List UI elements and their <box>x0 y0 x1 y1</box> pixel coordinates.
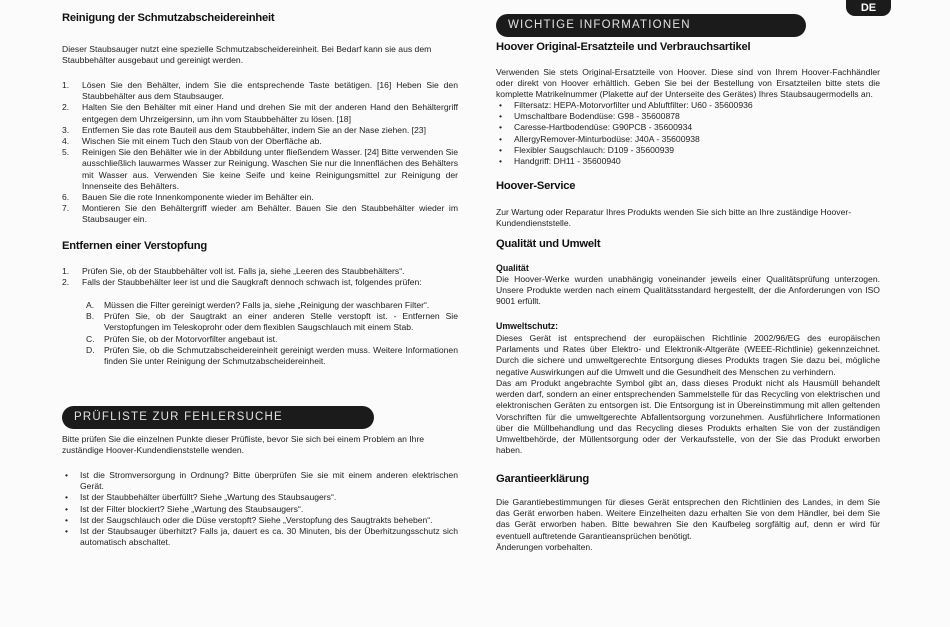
blockage-substep-text: Müssen die Filter gereinigt werden? Falls ja, siehe „Reinigung der waschbaren Filter“. <box>104 300 430 310</box>
part-item: • Handgriff: DH11 - 35600940 <box>496 156 880 167</box>
environment-label: Umweltschutz: <box>496 321 559 331</box>
blockage-step-text: Prüfen Sie, ob der Staubbehälter voll ist. Falls ja, siehe „Leeren des Staubbehälters“. <box>82 266 405 276</box>
quality-title: Qualität und Umwelt <box>496 238 601 250</box>
blockage-step-number: 1. <box>62 266 70 276</box>
cleaning-step <box>62 203 458 225</box>
blockage-substep-number: A. <box>86 300 95 310</box>
cleaning-step-number: 6. <box>62 192 70 203</box>
cleaning-step <box>62 192 458 203</box>
warranty-note: Änderungen vorbehalten. <box>496 542 593 552</box>
blockage-substep <box>62 300 458 311</box>
language-badge: DE <box>846 0 891 16</box>
service-title: Hoover-Service <box>496 180 576 192</box>
blockage-step <box>62 277 458 288</box>
cleaning-intro: Dieser Staubsauger nutzt eine spezielle Schmutzabscheidereinheit. Bei Bedarf kann sie aus dem Staubbehälter ausgebaut und gereinigt werden. <box>62 44 432 66</box>
info-banner: WICHTIGE INFORMATIONEN <box>496 14 806 37</box>
cleaning-step-number: 7. <box>62 203 70 214</box>
part-item: • Filtersatz: HEPA-Motorvorfilter und Abluftfilter: U60 - 35600936 <box>496 100 880 111</box>
checklist-item: • Ist der Filter blockiert? Siehe „Wartung des Staubsaugers“. <box>62 504 458 515</box>
cleaning-step-text: Reinigen Sie den Behälter wie in der Abbildung unter fließendem Wasser. [24] Bitte verwenden Sie ausschließlich lauwarmes Wasser zur Reinigung. Waschen Sie nur die Innenflächen des Behälters mit Wasser aus. Verwenden Sie keine Seife und keine Reinigungsmittel zur Reinigung der Innenseite des Behälters. <box>82 147 458 191</box>
blockage-substep-number: D. <box>86 344 95 355</box>
cleaning-step <box>62 136 458 147</box>
blockage-substep <box>62 345 458 367</box>
warranty-title: Garantieerklärung <box>496 473 589 485</box>
blockage-step-text: Falls der Staubbehälter leer ist und die Saugkraft dennoch schwach ist, folgendes prüfen: <box>82 277 422 288</box>
cleaning-step-number: 1. <box>62 80 70 90</box>
environment-text-2: Das am Produkt angebrachte Symbol gibt an, dass dieses Produkt nicht als Hausmüll behandelt werden darf, sondern an einer entsprechenden Sammelstelle für das Recycling von elektrischen und elektronischen Geräten zu entsorgen ist. Die Entsorgung ist in Übereinstimmung mit allen geltenden Vorschriften für die umweltgerechte Abfallentsorgung vorzunehmen. Ausführlichere Informationen über die Müllbehandlung und das Recycling dieses Produkts erhalten Sie von der zuständigen Umweltbehörde, der Müllentsorgung oder der Verkaufsstelle, von der Sie das Produkt erworben haben. <box>496 378 880 456</box>
environment-text: Dieses Gerät ist entsprechend der europäischen Richtlinie 2002/96/EG des europäischen Parlaments und Rates über Elektro- und Elektronik-Altgeräte (WEEE-Richtlinie) gekennzeichnet. Durch die sichere und umweltgerechte Entsorgung dieses Produkts tragen Sie dazu bei, mögliche negative Auswirkungen auf die Umwelt und die Gesundheit des Menschen zu verhindern. <box>496 333 880 377</box>
service-text: Zur Wartung oder Reparatur Ihres Produkts wenden Sie sich bitte an Ihre zuständige Hoover-Kundendienststelle. <box>496 207 852 229</box>
blockage-substep <box>62 334 458 345</box>
blockage-title: Entfernen einer Verstopfung <box>62 240 208 252</box>
parts-list <box>496 100 880 167</box>
blockage-substep-text: Prüfen Sie, ob der Motorvorfilter angebaut ist. <box>104 333 278 344</box>
blockage-substeps <box>62 300 458 367</box>
checklist-items <box>62 470 458 548</box>
cleaning-step <box>62 80 458 102</box>
checklist-item: • Ist der Staubsauger überhitzt? Falls ja, dauert es ca. 30 Minuten, bis der Überhitzungsschutz sich automatisch abschaltet. <box>62 526 458 548</box>
checklist-item: • Ist die Stromversorgung in Ordnung? Bitte überprüfen Sie sie mit einem anderen elektrischen Gerät. <box>62 470 458 492</box>
blockage-substep-text: Prüfen Sie, ob der Saugtrakt an einer anderen Stelle verstopft ist. - Entfernen Sie Verstopfungen im Teleskoprohr oder dem flexiblen Saugschlauch mit einem Stab. <box>104 311 458 333</box>
cleaning-step-number: 2. <box>62 102 70 113</box>
cleaning-step-text: Wischen Sie mit einem Tuch den Staub von der Oberfläche ab. <box>82 136 322 147</box>
cleaning-step-text: Lösen Sie den Behälter, indem Sie die entsprechende Taste betätigen. [16] Heben Sie den Staubbehälter aus dem Staubsauger. <box>82 80 458 102</box>
blockage-substep <box>62 311 458 333</box>
part-item: • Caresse-Hartbodendüse: G90PCB - 35600934 <box>496 122 880 133</box>
checklist-item: • Ist der Staubbehälter überfüllt? Siehe „Wartung des Staubsaugers“. <box>62 492 458 503</box>
cleaning-step-text: Bauen Sie die rote Innenkomponente wieder im Behälter ein. <box>82 192 314 203</box>
warranty-text: Die Garantiebestimmungen für dieses Gerät entsprechen den Richtlinien des Landes, in dem Sie das Gerät erworben haben. Weitere Einzelheiten dazu erhalten Sie von dem Händler, bei dem Sie das Gerät erworben haben. Bitte bewahren Sie den Kaufbeleg sorgfältig auf, denn er wird für eventuell auftretende Garantieansprüchen benötigt. <box>496 497 880 541</box>
cleaning-steps <box>62 80 458 226</box>
blockage-substep-number: C. <box>86 333 95 344</box>
cleaning-step <box>62 125 458 136</box>
part-item: • AllergyRemover-Minturbodüse: J40A - 35600938 <box>496 134 880 145</box>
cleaning-title: Reinigung der Schmutzabscheidereinheit <box>62 12 275 24</box>
blockage-steps <box>62 266 458 288</box>
cleaning-step-number: 4. <box>62 136 70 147</box>
checklist-item: • Ist der Saugschlauch oder die Düse verstopft? Siehe „Verstopfung des Saugtrakts beheben“. <box>62 515 458 526</box>
blockage-substep-number: B. <box>86 311 95 322</box>
part-item: • Umschaltbare Bodendüse: G98 - 35600878 <box>496 111 880 122</box>
cleaning-step <box>62 102 458 124</box>
cleaning-step-text: Montieren Sie den Behältergriff wieder am Behälter. Bauen Sie den Staubbehälter wieder im Staubsauger ein. <box>82 203 458 225</box>
cleaning-step-text: Halten Sie den Behälter mit einer Hand und drehen Sie mit der anderen Hand den Behältergriff entgegen dem Uhrzeigersinn, um ihn vom Staubbehälter zu lösen. [18] <box>82 102 458 124</box>
cleaning-step-number: 5. <box>62 147 70 158</box>
cleaning-step-number: 3. <box>62 124 70 135</box>
parts-intro: Verwenden Sie stets Original-Ersatzteile von Hoover. Diese sind von Ihrem Hoover-Fachhändler oder direkt von Hoover erhältlich. Geben Sie bei der Bestellung von Ersatzteilen bitte stets die komplette Matrikelnummer (Plakette auf der Unterseite des Gerätes) Ihres Staubsaugermodells an. <box>496 67 880 100</box>
cleaning-step <box>62 147 458 192</box>
cleaning-step-text: Entfernen Sie das rote Bauteil aus dem Staubbehälter, indem Sie an der Nase ziehen. [23] <box>82 124 426 135</box>
blockage-substep-text: Prüfen Sie, ob die Schmutzabscheidereinheit gereinigt werden muss. Weitere Informationen finden Sie unter Reinigung der Schmutzabscheidereinheit. <box>104 344 458 367</box>
parts-title: Hoover Original-Ersatzteile und Verbrauchsartikel <box>496 41 751 53</box>
checklist-banner: PRÜFLISTE ZUR FEHLERSUCHE <box>62 406 374 429</box>
quality-text: Die Hoover-Werke wurden unabhängig voneinander jeweils einer Qualitätsprüfung unterzogen. Unsere Produkte werden nach einem Qualitätsstandard hergestellt, der die Anforderungen von ISO 9001 erfüllt. <box>496 274 880 307</box>
blockage-step-number: 2. <box>62 277 70 288</box>
blockage-step <box>62 266 458 277</box>
part-item: • Flexibler Saugschlauch: D109 - 35600939 <box>496 145 880 156</box>
quality-label: Qualität <box>496 263 529 273</box>
checklist-intro: Bitte prüfen Sie die einzelnen Punkte dieser Prüfliste, bevor Sie sich bei einem Problem an Ihre zuständige Hoover-Kundendienststelle wenden. <box>62 434 425 456</box>
